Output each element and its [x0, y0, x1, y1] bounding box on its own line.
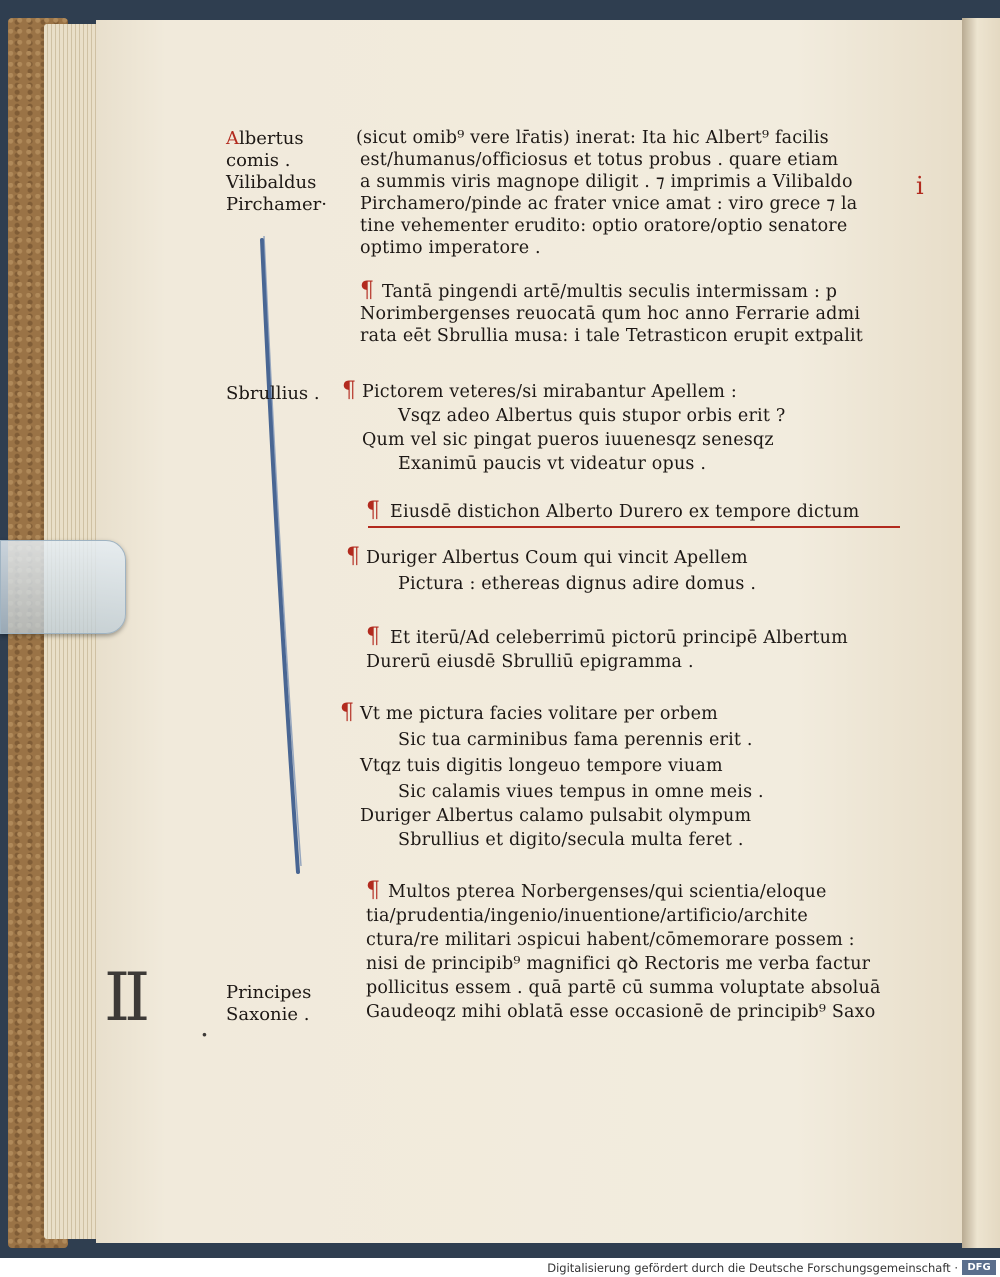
- paragraph-mark: ¶: [366, 878, 380, 903]
- paragraph-mark: ¶: [346, 544, 360, 569]
- text-line: optimo imperatore .: [360, 238, 541, 258]
- text-line: Tantā pingendi artē/multis seculis intermissam : p: [382, 282, 838, 302]
- verse-line: Vt me pictura facies volitare per orbem: [360, 704, 718, 724]
- annotation-dot: .: [200, 1010, 209, 1043]
- text-line: a summis viris magnope diligit . ⁊ imprimis a Vilibaldo: [360, 172, 853, 192]
- footer-bar: [0, 1258, 1000, 1277]
- initial-a: A: [226, 128, 239, 149]
- heading-epigramma: Et iterū/Ad celeberrimū pictorū principē Albertum: [390, 628, 848, 648]
- paragraph-mark: ¶: [342, 378, 356, 403]
- verse-line: Pictura : ethereas dignus adire domus .: [398, 574, 757, 594]
- verse-line: Pictorem veteres/si mirabantur Apellem :: [362, 382, 737, 402]
- paragraph-mark: ¶: [366, 624, 380, 649]
- verse-line: Vsqz adeo Albertus quis stupor orbis erit ?: [398, 406, 786, 426]
- verse-line: Sic calamis viues tempus in omne meis .: [398, 782, 764, 802]
- verse-line: Vtqz tuis digitis longeuo tempore viuam: [360, 756, 723, 776]
- text-line: pollicitus essem . quā partē cū summa voluptate absoluā: [366, 978, 881, 998]
- heading-epigramma: Durerū eiusdē Sbrulliū epigramma .: [366, 652, 694, 672]
- text-line: ctura/re militari ɔspicui habent/cōmemorare possem :: [366, 930, 855, 950]
- paragraph-mark: ¶: [340, 700, 354, 725]
- dfg-logo: DFG: [962, 1260, 996, 1275]
- margin-albertus-rest: lbertus: [239, 128, 304, 149]
- paragraph-mark: ¶: [360, 278, 374, 303]
- margin-saxonie: Saxonie .: [226, 1004, 310, 1025]
- verse-line: Exanimū paucis vt videatur opus .: [398, 454, 707, 474]
- margin-albertus: [226, 128, 304, 149]
- text-line: rata eēt Sbrullia musa: i tale Tetrasticon erupit extpalit: [360, 326, 864, 346]
- roman-numeral-annotation: II: [104, 959, 145, 1036]
- verse-line: Duriger Albertus Coum qui vincit Apellem: [366, 548, 748, 568]
- text-line: (sicut omib⁹ vere lr̄atis) inerat: Ita hic Albert⁹ facilis: [356, 128, 829, 148]
- text-line: Norimbergenses reuocatā qum hoc anno Ferrarie admi: [360, 304, 861, 324]
- heading-distichon: Eiusdē distichon Alberto Durero ex tempore dictum: [390, 502, 860, 522]
- verse-line: Sic tua carminibus fama perennis erit .: [398, 730, 753, 750]
- red-underline: [368, 526, 900, 528]
- red-margin-mark: i: [916, 172, 924, 200]
- paragraph-mark: ¶: [366, 498, 380, 523]
- margin-sbrullius: Sbrullius .: [226, 383, 320, 404]
- text-line: Multos pterea Norbergenses/qui scientia/eloque: [388, 882, 827, 902]
- margin-comis: comis .: [226, 150, 291, 171]
- footer-credit: Digitalisierung gefördert durch die Deutsche Forschungsgemeinschaft ·: [547, 1261, 958, 1275]
- text-line: tia/prudentia/ingenio/inuentione/artificio/archite: [366, 906, 808, 926]
- verse-line: Duriger Albertus calamo pulsabit olympum: [360, 806, 752, 826]
- margin-pirchamer: Pirchamer·: [226, 194, 327, 215]
- text-line: nisi de principib⁹ magnifici qꝺ Rectoris me verba factur: [366, 954, 871, 974]
- margin-principes: Principes: [226, 982, 312, 1003]
- text-line: Gaudeoqz mihi oblatā esse occasionē de principib⁹ Saxo: [366, 1002, 876, 1022]
- text-line: tine vehementer erudito: optio oratore/optio senatore: [360, 216, 848, 236]
- plastic-clip: [0, 540, 126, 634]
- text-line: Pirchamero/pinde ac frater vnice amat : viro grece ⁊ la: [360, 194, 858, 214]
- margin-vilibaldus: Vilibaldus: [226, 172, 317, 193]
- verse-line: Qum vel sic pingat pueros iuuenesqz senesqz: [362, 430, 774, 450]
- verse-line: Sbrullius et digito/secula multa feret .: [398, 830, 744, 850]
- text-line: est/humanus/officiosus et totus probus . quare etiam: [360, 150, 839, 170]
